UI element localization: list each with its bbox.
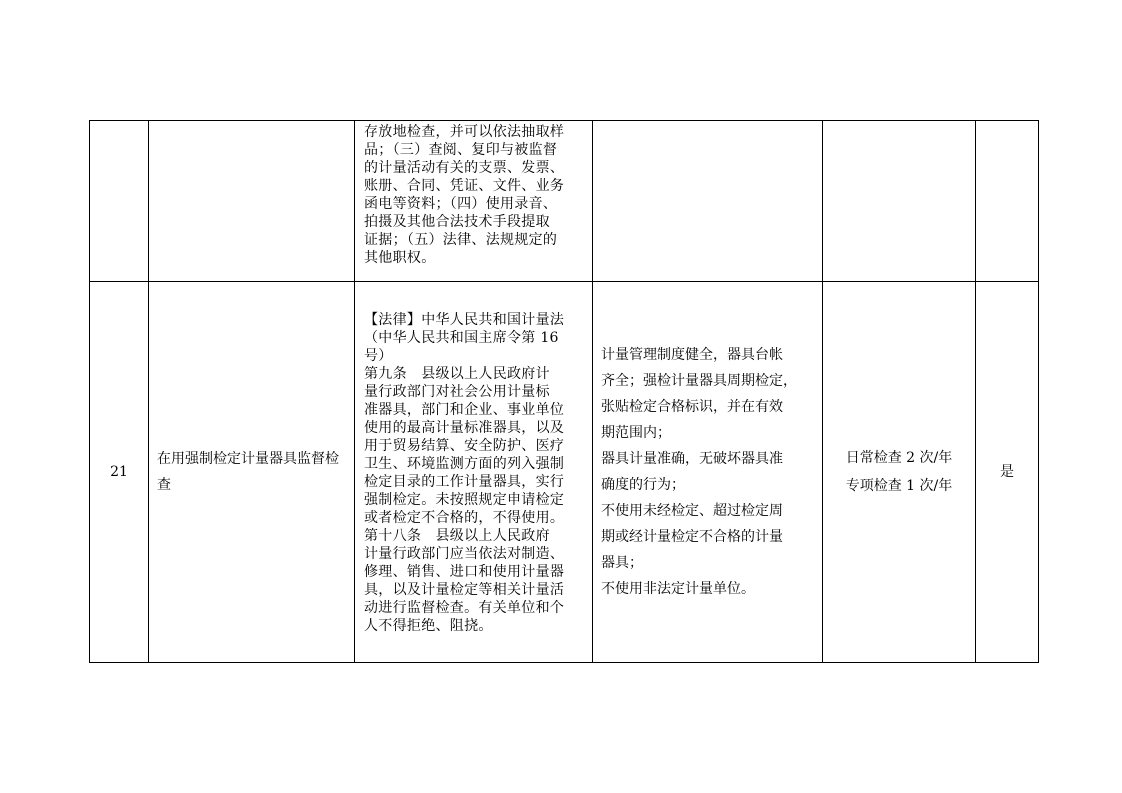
law-line: 证据；（五）法律、法规规定的 bbox=[364, 232, 558, 248]
law-line: 或者检定不合格的，不得使用。 bbox=[364, 510, 565, 526]
law-line: 使用的最高计量标准器具，以及 bbox=[364, 420, 565, 436]
law-line: 其他职权。 bbox=[364, 250, 436, 266]
inspection-table bbox=[89, 120, 1039, 663]
law-line: 账册、合同、凭证、文件、业务 bbox=[364, 178, 565, 194]
daily-frequency: 日常检查 2 次/年 bbox=[845, 450, 953, 466]
law-line: 计量行政部门应当依法对制造、 bbox=[364, 546, 565, 562]
law-line: 量行政部门对社会公用计量标 bbox=[364, 384, 550, 400]
law-line: 修理、销售、进口和使用计量器 bbox=[364, 564, 565, 580]
row-number-cell bbox=[90, 121, 149, 282]
table-row bbox=[90, 121, 1039, 282]
table-row bbox=[90, 282, 1039, 663]
standard-line: 计量管理制度健全，器具台帐 bbox=[601, 347, 783, 363]
item-name-cell bbox=[149, 121, 355, 282]
law-line: 具，以及计量检定等相关计量活 bbox=[364, 582, 565, 598]
standard-line: 齐全；强检计量器具周期检定， bbox=[601, 373, 797, 389]
standard-line: 不使用未经检定、超过检定周 bbox=[601, 503, 783, 519]
law-line: 准器具，部门和企业、事业单位 bbox=[364, 402, 565, 418]
special-frequency: 专项检查 1 次/年 bbox=[845, 478, 953, 494]
standard-cell bbox=[593, 282, 823, 663]
law-line: 函电等资料；（四）使用录音、 bbox=[364, 196, 558, 212]
law-basis-text bbox=[355, 121, 592, 267]
standard-cell bbox=[593, 121, 823, 282]
law-line: 用于贸易结算、安全防护、医疗 bbox=[364, 438, 565, 454]
standard-line: 器具； bbox=[601, 555, 643, 571]
law-basis-cell bbox=[355, 121, 593, 282]
standard-line: 期范围内； bbox=[601, 425, 671, 441]
flag-cell: 是 bbox=[976, 282, 1039, 663]
frequency-cell bbox=[823, 121, 976, 282]
law-basis-text bbox=[355, 309, 592, 635]
law-line: 第九条 县级以上人民政府计 bbox=[364, 366, 550, 382]
law-line: 【法律】中华人民共和国计量法 bbox=[364, 312, 565, 328]
flag-cell bbox=[976, 121, 1039, 282]
law-basis-cell bbox=[355, 282, 593, 663]
law-line: 动进行监督检查。有关单位和个 bbox=[364, 600, 565, 616]
standard-line: 器具计量准确，无破坏器具准 bbox=[601, 451, 783, 467]
row-number-cell: 21 bbox=[90, 282, 149, 663]
law-line: 强制检定。未按照规定申请检定 bbox=[364, 492, 565, 508]
law-line: （中华人民共和国主席令第 16 bbox=[364, 330, 559, 346]
standard-text bbox=[593, 342, 822, 602]
law-line: 号） bbox=[364, 348, 393, 364]
law-line: 品；（三）查阅、复印与被监督 bbox=[364, 142, 558, 158]
frequency-cell bbox=[823, 282, 976, 663]
standard-line: 张贴检定合格标识，并在有效 bbox=[601, 399, 783, 415]
law-line: 检定目录的工作计量器具，实行 bbox=[364, 474, 565, 490]
law-line: 存放地检查，并可以依法抽取样 bbox=[364, 124, 565, 140]
standard-line: 期或经计量检定不合格的计量 bbox=[601, 529, 783, 545]
law-line: 的计量活动有关的支票、发票、 bbox=[364, 160, 565, 176]
law-line: 人不得拒绝、阻挠。 bbox=[364, 618, 493, 634]
item-name-text: 在用强制检定计量器具监督检查 bbox=[157, 451, 339, 493]
item-name-cell bbox=[149, 282, 355, 663]
standard-line: 不使用非法定计量单位。 bbox=[601, 581, 755, 597]
standard-line: 确度的行为； bbox=[601, 477, 685, 493]
law-line: 卫生、环境监测方面的列入强制 bbox=[364, 456, 565, 472]
law-line: 第十八条 县级以上人民政府 bbox=[364, 528, 550, 544]
frequency-text bbox=[823, 444, 975, 500]
law-line: 拍摄及其他合法技术手段提取 bbox=[364, 214, 550, 230]
